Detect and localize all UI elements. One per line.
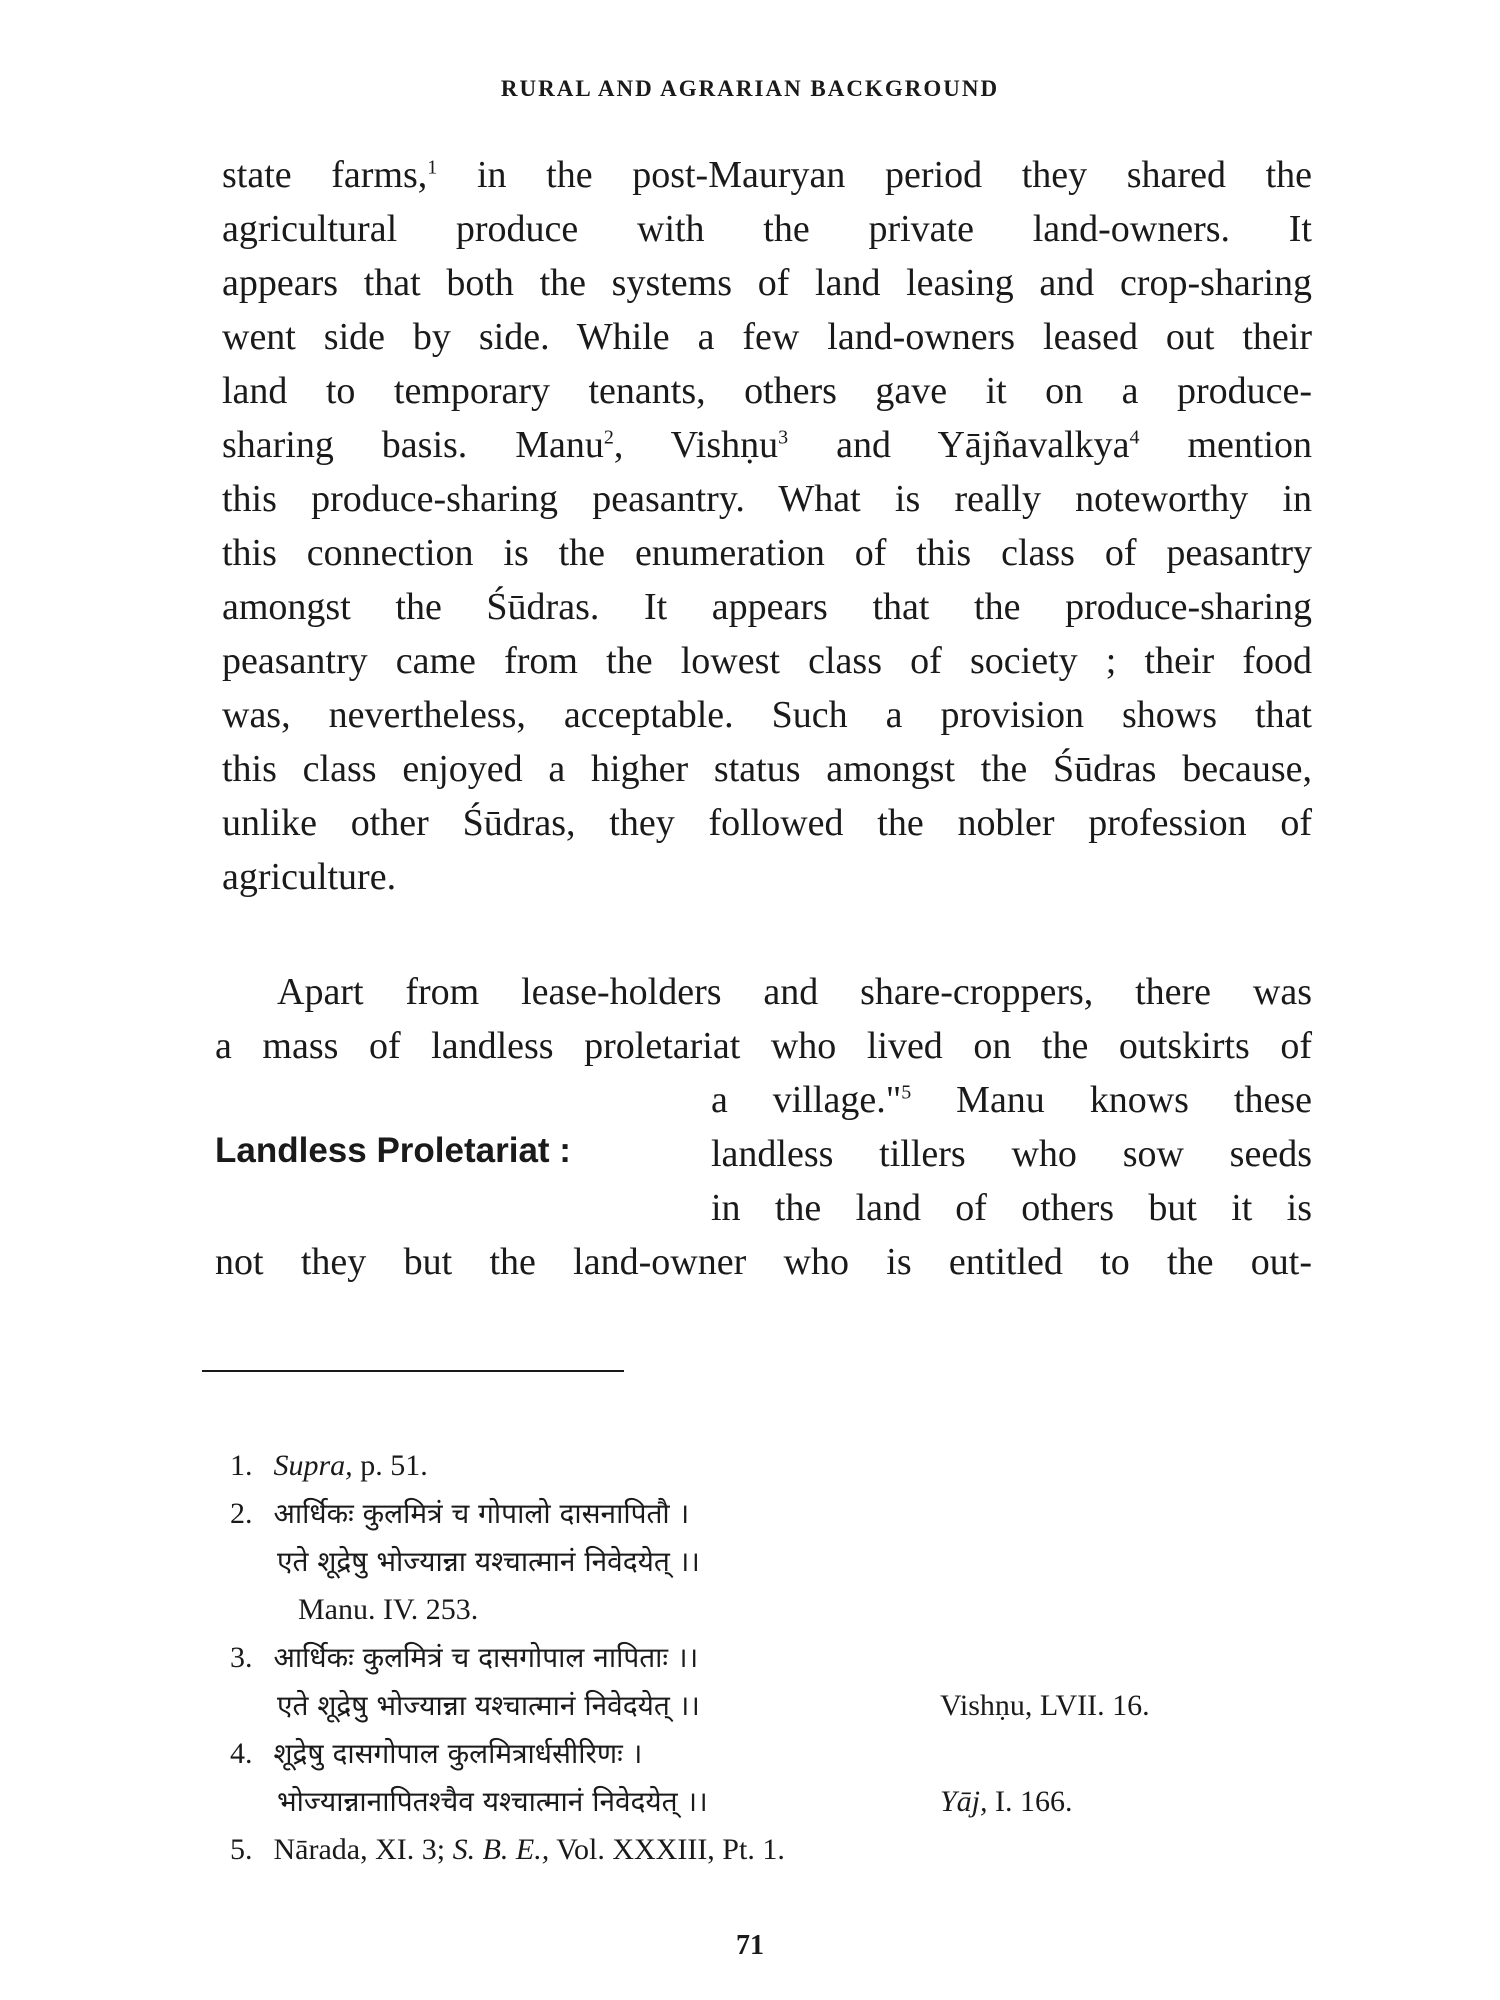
footnote-mark: 5: [901, 1081, 912, 1104]
footnote-mark: 2: [603, 426, 614, 449]
footnote-5: 5. Nārada, XI. 3; S. B. E., Vol. XXXIII, Pt. 1.: [230, 1833, 785, 1866]
text-line: this produce-sharing peasantry. What is really noteworthy in: [222, 478, 1312, 520]
footnote-divider: [202, 1370, 624, 1372]
text-line: was, nevertheless, acceptable. Such a provision shows that: [222, 694, 1312, 736]
paragraph-1: [222, 148, 1312, 904]
footnote-4-line-2: भोज्यान्नानापितश्चैव यश्चात्मानं निवेदयेत् ।। Yāj, I. 166.: [230, 1778, 1310, 1826]
text-line: not they but the land-owner who is entitled to the out-: [215, 1241, 1312, 1283]
text-line: land to temporary tenants, others gave it on a produce-: [222, 370, 1312, 412]
continuation-line: [215, 1235, 1312, 1289]
text-line: a mass of landless proletariat who lived on the outskirts of: [215, 1025, 1312, 1067]
footnote-3-line-2: एते शूद्रेषु भोज्यान्ना यश्चात्मानं निवेदयेत् ।। Vishṇu, LVII. 16.: [230, 1682, 1310, 1730]
running-head: RURAL AND AGRARIAN BACKGROUND: [500, 76, 1000, 101]
text-line: Apart from lease-holders and share-croppers, there was: [277, 971, 1312, 1013]
text-line: in the land of others but it is: [711, 1187, 1312, 1229]
footnote-2-ref: Manu. IV. 253.: [298, 1593, 479, 1626]
footnotes: [230, 1442, 1310, 1874]
text-line: landless tillers who sow seeds: [711, 1133, 1312, 1175]
footnote-1: 1. Supra, p. 51.: [230, 1449, 428, 1482]
footnote-mark: 3: [778, 426, 789, 449]
text-line: this connection is the enumeration of this class of peasantry: [222, 532, 1312, 574]
text-line: appears that both the systems of land leasing and crop-sharing: [222, 262, 1312, 304]
side-heading-block: [215, 1073, 1312, 1243]
text-line: sharing basis. Manu$^2$, Vishṇu$^3$ and Yājñavalkya$^4$ mention: [222, 424, 1312, 466]
text-line: agricultural produce with the private land-owners. It: [222, 208, 1312, 250]
paragraph-2: [215, 965, 1312, 1073]
side-heading: Landless Proletariat :: [215, 1131, 571, 1170]
text-line: peasantry came from the lowest class of society ; their food: [222, 640, 1312, 682]
text-line: a village."$^5$ Manu knows these: [711, 1079, 1312, 1121]
text-line: this class enjoyed a higher status amongst the Śūdras because,: [222, 748, 1312, 790]
text-line: went side by side. While a few land-owners leased out their: [222, 316, 1312, 358]
footnote-2-line-2: एते शूद्रेषु भोज्यान्ना यश्चात्मानं निवेदयेत् ।।: [277, 1545, 700, 1578]
text-line: state farms,$^1$ in the post-Mauryan period they shared the: [222, 154, 1313, 196]
text-line: agriculture.: [222, 856, 397, 898]
footnote-mark: 4: [1129, 426, 1140, 449]
footnote-mark: 1: [427, 156, 438, 179]
page-number: 71: [736, 1930, 764, 1961]
text-line: amongst the Śūdras. It appears that the produce-sharing: [222, 586, 1312, 628]
footnote-3: 3. आर्धिकः कुलमित्रं च दासगोपाल नापिताः ।।: [230, 1641, 699, 1674]
footnote-4-ref: Yāj, I. 166.: [940, 1785, 1073, 1818]
text-line: unlike other Śūdras, they followed the nobler profession of: [222, 802, 1312, 844]
side-text: [711, 1073, 1312, 1235]
footnote-4: 4. शूद्रेषु दासगोपाल कुलमित्रार्धसीरिणः ।: [230, 1737, 643, 1770]
footnote-2: 2. आर्धिकः कुलमित्रं च गोपालो दासनापितौ ।: [230, 1497, 690, 1530]
footnote-3-ref: Vishṇu, LVII. 16.: [940, 1689, 1150, 1722]
